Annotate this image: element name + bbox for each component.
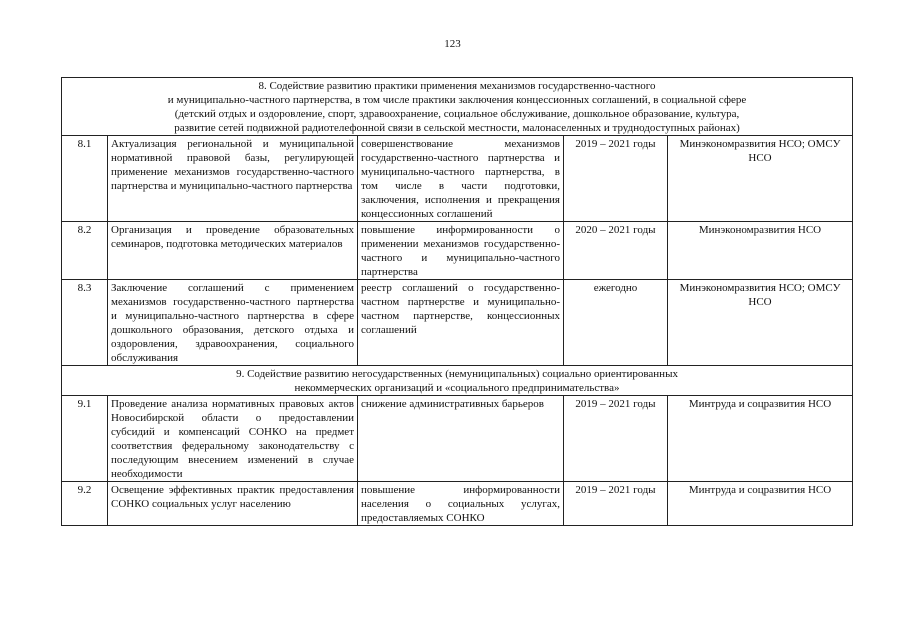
section-title-line: некоммерческих организаций и «социального предпринимательства»	[294, 382, 620, 394]
page-number: 123	[444, 38, 461, 50]
result-cell: повышение информированности населения о социальных услугах, предоставляемых СОНКО	[358, 482, 564, 526]
executor-cell: Минтруда и соцразвития НСО	[668, 482, 853, 526]
period-cell: 2019 – 2021 годы	[564, 136, 668, 222]
table-row	[62, 222, 853, 280]
section-title-line: (детский отдых и оздоровление, спорт, здравоохранение, социальное обслуживание, дошкольное образование, культура,	[174, 108, 740, 120]
measure-cell: Актуализация региональной и муниципальной нормативной правовой базы, регулирующей применение механизмов государственно-частного партнерства и муниципально-частного партнерства	[108, 136, 358, 222]
section-title	[62, 78, 853, 136]
section-title-line: 8. Содействие развитию практики применения механизмов государственно-частного	[258, 80, 656, 92]
row-number: 8.1	[62, 136, 108, 222]
table-row	[62, 280, 853, 366]
executor-cell: Минэкономразвития НСО	[668, 222, 853, 280]
section-header-row	[62, 78, 853, 136]
result-cell: совершенствование механизмов государственно-частного партнерства и муниципально-частного партнерства, в том числе в части подготовки, заключения, исполнения и прекращения концессионных соглашений	[358, 136, 564, 222]
period-cell: ежегодно	[564, 280, 668, 366]
period-cell: 2019 – 2021 годы	[564, 396, 668, 482]
result-cell: снижение административных барьеров	[358, 396, 564, 482]
executor-cell: Минэкономразвития НСО; ОМСУ НСО	[668, 136, 853, 222]
executor-cell: Минтруда и соцразвития НСО	[668, 396, 853, 482]
result-cell: реестр соглашений о государственно-частном партнерстве и муниципально-частном партнерстве, концессионных соглашений	[358, 280, 564, 366]
measures-table	[61, 77, 853, 526]
executor-cell: Минэкономразвития НСО; ОМСУ НСО	[668, 280, 853, 366]
result-cell: повышение информированности о применении механизмов государственно-частного и муниципально-частного партнерства	[358, 222, 564, 280]
section-title-line: и муниципально-частного партнерства, в том числе практики заключения концессионных соглашений, в социальной сфере	[167, 94, 747, 106]
measure-cell: Заключение соглашений с применением механизмов государственно-частного партнерства и муниципально-частного партнерства в сфере дошкольного образования, детского отдыха и оздоровления, здравоохранения, социального обслуживания	[108, 280, 358, 366]
row-number: 9.2	[62, 482, 108, 526]
row-number: 8.3	[62, 280, 108, 366]
measure-cell: Освещение эффективных практик предоставления СОНКО социальных услуг населению	[108, 482, 358, 526]
table-row	[62, 396, 853, 482]
period-cell: 2019 – 2021 годы	[564, 482, 668, 526]
section-header-row	[62, 366, 853, 396]
measure-cell: Организация и проведение образовательных семинаров, подготовка методических материалов	[108, 222, 358, 280]
row-number: 9.1	[62, 396, 108, 482]
table-row	[62, 136, 853, 222]
table-row	[62, 482, 853, 526]
measure-cell: Проведение анализа нормативных правовых актов Новосибирской области о предоставлении субсидий и компенсаций СОНКО на предмет соответствия федеральному законодательству с последующим внесением изменений в случае необходимости	[108, 396, 358, 482]
period-cell: 2020 – 2021 годы	[564, 222, 668, 280]
section-title-line: развитие сетей подвижной радиотелефонной связи в сельской местности, малонаселенных и труднодоступных районах)	[174, 122, 740, 134]
row-number: 8.2	[62, 222, 108, 280]
section-title-line: 9. Содействие развитию негосударственных (немуниципальных) социально ориентированных	[236, 368, 678, 380]
section-title	[62, 366, 853, 396]
